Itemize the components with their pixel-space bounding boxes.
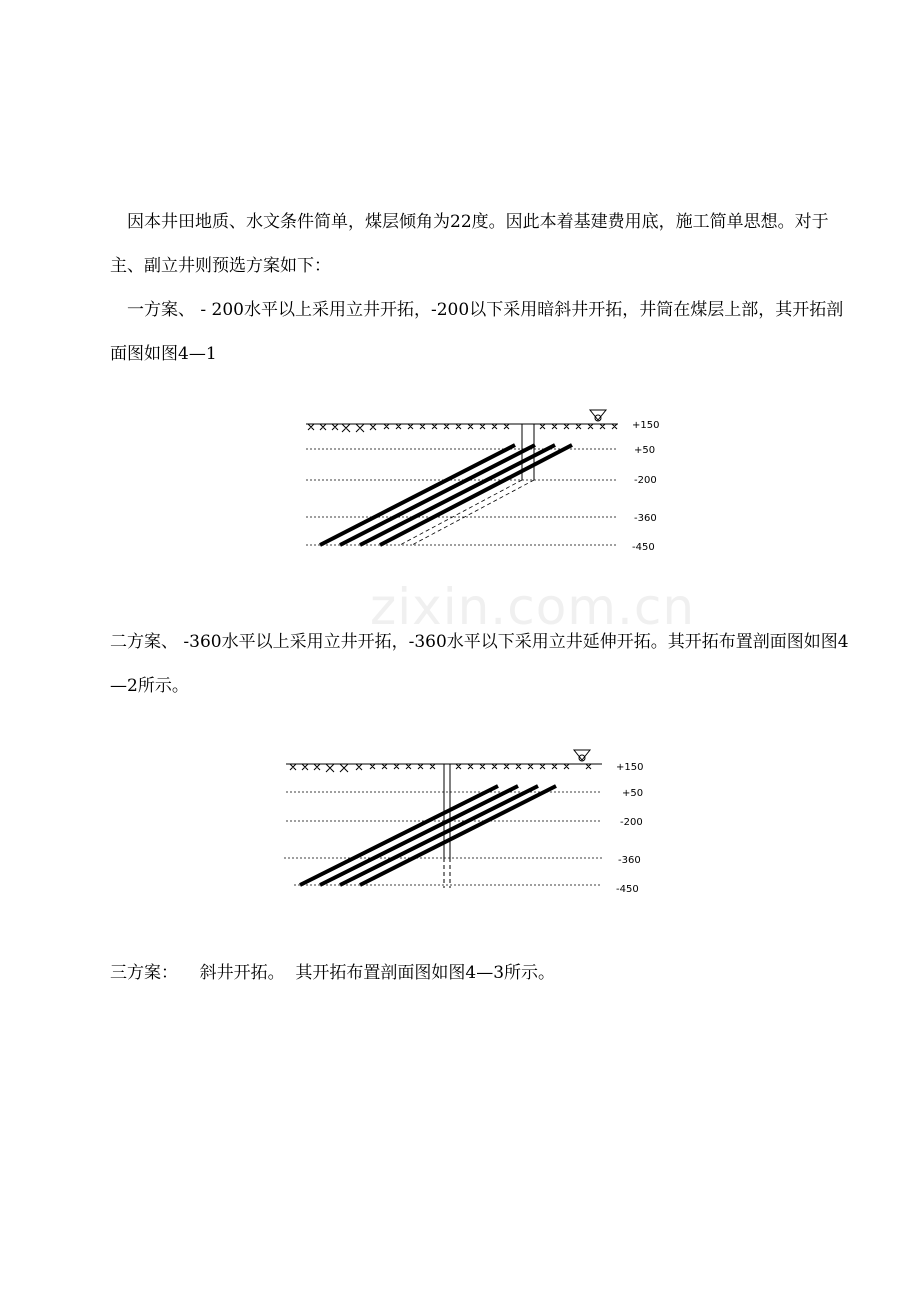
shaft-extension xyxy=(444,858,450,888)
paragraph-option-2: 二方案、 -360水平以上采用立井开拓，-360水平以下采用立井延伸开拓。其开拓布置剖面图如图4—2所示。 xyxy=(110,632,849,696)
level-label: +50 xyxy=(622,788,644,799)
level-label: +150 xyxy=(632,420,660,431)
headframe-icon xyxy=(574,750,590,761)
ground-surface xyxy=(306,424,618,432)
level-lines xyxy=(306,449,618,545)
level-label: -200 xyxy=(634,475,657,486)
level-label: -360 xyxy=(618,855,641,866)
level-label: +50 xyxy=(634,445,656,456)
level-label: -450 xyxy=(616,884,639,895)
level-label: -450 xyxy=(632,542,655,553)
coal-seams xyxy=(300,786,556,885)
figure-4-2-section xyxy=(280,742,660,902)
level-label: -360 xyxy=(634,513,657,524)
paragraph-option-3: 三方案： 斜井开拓。 其开拓布置剖面图如图4—3所示。 xyxy=(110,963,556,983)
paragraph-option-1: 一方案、 - 200水平以上采用立井开拓，-200以下采用暗斜井开拓，井筒在煤层上部，其开拓剖面图如图4—1 xyxy=(110,300,844,364)
level-label: +150 xyxy=(616,762,644,773)
level-label: -200 xyxy=(620,817,643,828)
figure-4-1-section xyxy=(300,402,660,562)
paragraph-intro: 因本井田地质、水文条件简单，煤层倾角为22度。因此本着基建费用底，施工简单思想。对于主、副立井则预选方案如下： xyxy=(110,212,829,276)
watermark: zixin.com.cn xyxy=(370,578,696,636)
headframe-icon xyxy=(590,410,606,421)
